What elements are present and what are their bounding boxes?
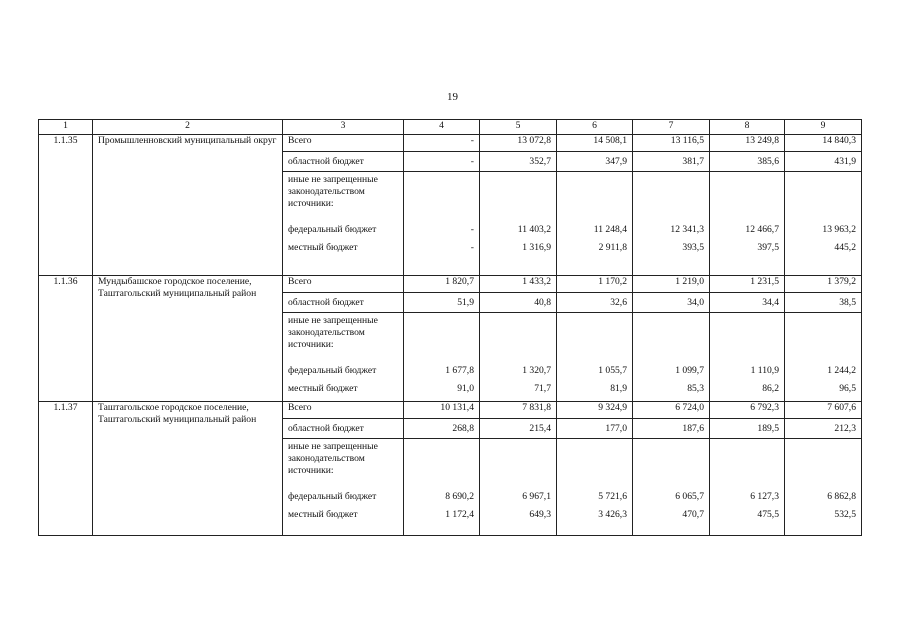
row-name: Промышленновский муниципальный округ: [93, 135, 283, 276]
row-name: Мундыбашское городское поселение, Таштагольский муниципальный район: [93, 276, 283, 402]
table-cell-value: 397,5: [757, 242, 779, 253]
table-cell: [480, 439, 557, 536]
table-cell: 51,9: [404, 293, 480, 313]
table-cell-value: 12 466,7: [745, 224, 779, 235]
table-cell: 212,3: [785, 419, 862, 439]
table-cell-value: 91,0: [457, 383, 474, 394]
table-cell: [633, 439, 710, 536]
table-row: [39, 402, 862, 419]
row-label: федеральный бюджет: [288, 491, 377, 502]
table-cell: 352,7: [480, 152, 557, 172]
header-cell: 5: [480, 120, 557, 135]
header-cell: 3: [283, 120, 404, 135]
row-label: местный бюджет: [288, 383, 358, 394]
sources-label: иные не запрещенные законодательством источники:: [288, 441, 378, 476]
row-label: местный бюджет: [288, 242, 358, 253]
row-label: областной бюджет: [283, 419, 404, 439]
table-cell: 7 607,6: [785, 402, 862, 419]
table-cell-value: -: [470, 224, 474, 235]
table-cell: 13 249,8: [710, 135, 785, 152]
table-cell: [557, 313, 633, 402]
table-cell: [480, 313, 557, 402]
table-cell: 1 433,2: [480, 276, 557, 293]
table-cell: 6 724,0: [633, 402, 710, 419]
table-cell-value: 85,3: [687, 383, 704, 394]
row-label: местный бюджет: [288, 509, 358, 520]
table-cell-value: -: [470, 242, 474, 253]
table-cell: 1 231,5: [710, 276, 785, 293]
table-cell: 32,6: [557, 293, 633, 313]
header-cell: 4: [404, 120, 480, 135]
table-cell: 38,5: [785, 293, 862, 313]
table-cell-value: 6 862,8: [827, 491, 856, 502]
table-cell-value: 1 316,9: [522, 242, 551, 253]
table-cell: 268,8: [404, 419, 480, 439]
table-cell: [710, 313, 785, 402]
table-cell: 385,6: [710, 152, 785, 172]
table-cell-value: 11 248,4: [593, 224, 627, 235]
table-cell: [633, 313, 710, 402]
table-cell-value: 6 065,7: [675, 491, 704, 502]
table-cell: [785, 172, 862, 276]
header-cell: 7: [633, 120, 710, 135]
table-cell-value: 13 963,2: [822, 224, 856, 235]
row-code: 1.1.35: [39, 135, 93, 276]
table-cell: [404, 172, 480, 276]
table-cell: [557, 172, 633, 276]
table-cell: 34,4: [710, 293, 785, 313]
table-cell-value: 6 127,3: [750, 491, 779, 502]
table-cell: 34,0: [633, 293, 710, 313]
sources-label: иные не запрещенные законодательством источники:: [288, 315, 378, 350]
table-cell-value: 96,5: [839, 383, 856, 394]
table-cell: -: [404, 135, 480, 152]
table-cell: 1 820,7: [404, 276, 480, 293]
table-cell: 40,8: [480, 293, 557, 313]
table-row: [39, 276, 862, 293]
table-cell: 189,5: [710, 419, 785, 439]
row-label: [283, 313, 404, 402]
header-cell: 9: [785, 120, 862, 135]
row-code: 1.1.36: [39, 276, 93, 402]
header-cell: 6: [557, 120, 633, 135]
table-row: [39, 135, 862, 152]
table-cell-value: 86,2: [762, 383, 779, 394]
table-cell: -: [404, 152, 480, 172]
table-cell: 187,6: [633, 419, 710, 439]
table-cell: 6 792,3: [710, 402, 785, 419]
table-cell-value: 1 244,2: [827, 365, 856, 376]
table-cell: [785, 313, 862, 402]
header-cell: 8: [710, 120, 785, 135]
table-cell-value: 1 172,4: [445, 509, 474, 520]
header-row: [39, 120, 862, 135]
row-label: федеральный бюджет: [288, 224, 377, 235]
table-cell: [710, 172, 785, 276]
table-cell: 13 072,8: [480, 135, 557, 152]
budget-table: [38, 119, 862, 536]
table-cell-value: 11 403,2: [517, 224, 551, 235]
table-cell: [710, 439, 785, 536]
header-cell: 1: [39, 120, 93, 135]
table-cell-value: 5 721,6: [598, 491, 627, 502]
row-label: [283, 172, 404, 276]
table-cell-value: 6 967,1: [522, 491, 551, 502]
header-cell: 2: [93, 120, 283, 135]
table-cell: [404, 313, 480, 402]
row-code: 1.1.37: [39, 402, 93, 536]
table-cell: [633, 172, 710, 276]
table-cell-value: 8 690,2: [445, 491, 474, 502]
row-label: Всего: [283, 402, 404, 419]
table-cell: [785, 439, 862, 536]
table-cell-value: 470,7: [682, 509, 704, 520]
table-cell-value: 81,9: [610, 383, 627, 394]
table-cell: [557, 439, 633, 536]
row-label: [283, 439, 404, 536]
row-name: Таштагольское городское поселение, Таштагольский муниципальный район: [93, 402, 283, 536]
table-cell: 9 324,9: [557, 402, 633, 419]
table-cell: [480, 172, 557, 276]
table-cell-value: 3 426,3: [598, 509, 627, 520]
table-cell: 177,0: [557, 419, 633, 439]
table-cell-value: 1 320,7: [522, 365, 551, 376]
row-label: Всего: [283, 135, 404, 152]
table-cell-value: 532,5: [834, 509, 856, 520]
table-cell: 14 508,1: [557, 135, 633, 152]
table-cell-value: 12 341,3: [670, 224, 704, 235]
table-cell-value: 2 911,8: [598, 242, 627, 253]
table-cell-value: 475,5: [757, 509, 779, 520]
table-cell-value: 649,3: [529, 509, 551, 520]
table-cell-value: 71,7: [534, 383, 551, 394]
table-cell: 381,7: [633, 152, 710, 172]
table-cell: 1 170,2: [557, 276, 633, 293]
table-cell-value: 393,5: [682, 242, 704, 253]
row-label: федеральный бюджет: [288, 365, 377, 376]
row-label: областной бюджет: [283, 293, 404, 313]
table-cell: 10 131,4: [404, 402, 480, 419]
table-cell: 7 831,8: [480, 402, 557, 419]
table-cell-value: 1 099,7: [675, 365, 704, 376]
table-cell-value: 1 110,9: [750, 365, 779, 376]
page-number: 19: [447, 91, 458, 103]
table-cell: [404, 439, 480, 536]
table-cell: 14 840,3: [785, 135, 862, 152]
sources-label: иные не запрещенные законодательством источники:: [288, 174, 378, 209]
table-cell-value: 445,2: [834, 242, 856, 253]
table-cell: 347,9: [557, 152, 633, 172]
table-cell: 13 116,5: [633, 135, 710, 152]
row-label: Всего: [283, 276, 404, 293]
table-cell: 431,9: [785, 152, 862, 172]
table-cell: 215,4: [480, 419, 557, 439]
table-cell: 1 219,0: [633, 276, 710, 293]
table-cell-value: 1 677,8: [445, 365, 474, 376]
table-cell-value: 1 055,7: [598, 365, 627, 376]
table-cell: 1 379,2: [785, 276, 862, 293]
row-label: областной бюджет: [283, 152, 404, 172]
